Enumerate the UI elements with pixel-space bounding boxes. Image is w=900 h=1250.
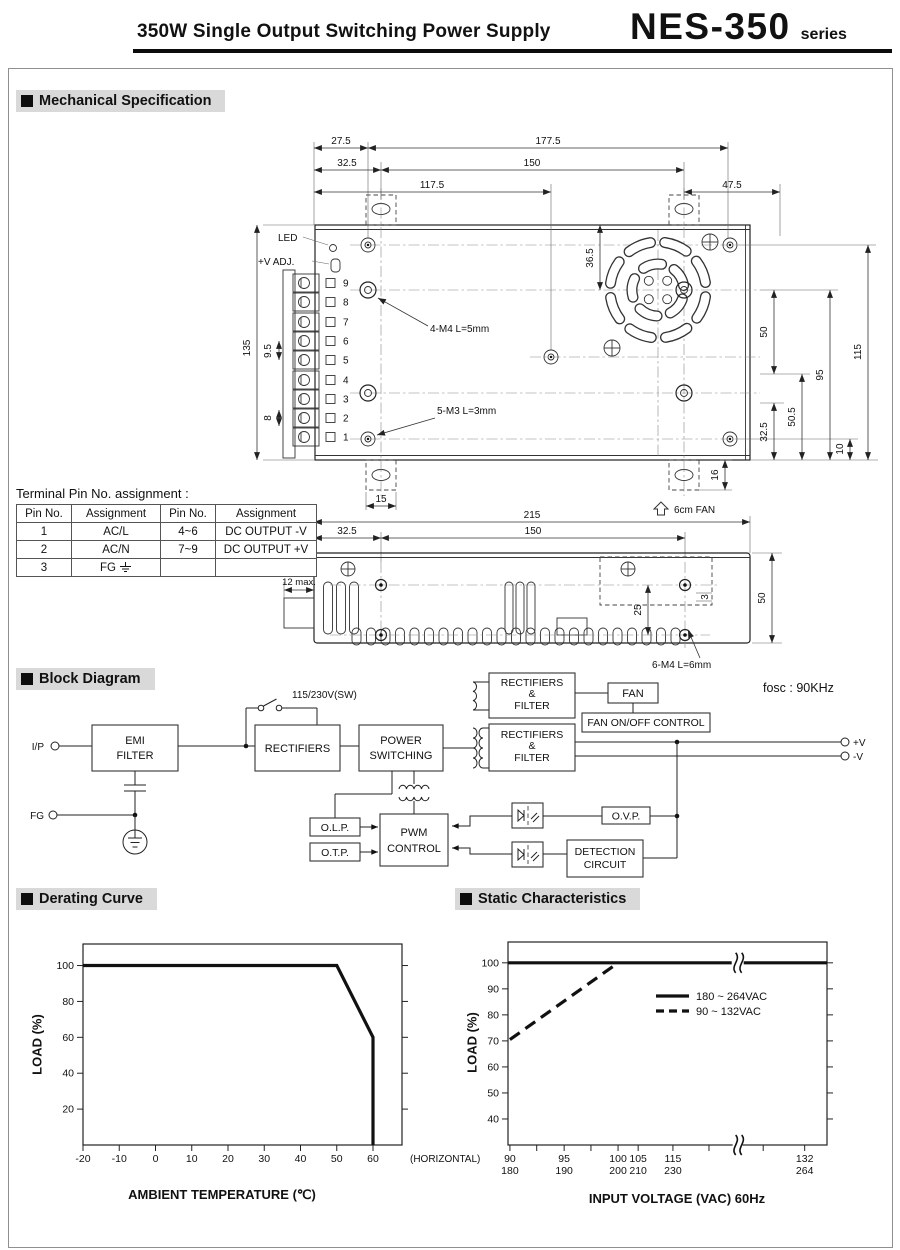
pin-assignment-table xyxy=(16,504,317,577)
dim-36-5: 36.5 xyxy=(585,248,596,268)
x-tick-label: 20 xyxy=(222,1153,234,1165)
side-hole-callout xyxy=(652,630,711,671)
derating-x-axis-title: AMBIENT TEMPERATURE (℃) xyxy=(128,1187,316,1202)
voltage-switch-label: 115/230V(SW) xyxy=(292,690,357,701)
dim-25: 25 xyxy=(633,604,644,616)
fan-direction-label xyxy=(654,502,715,516)
pwm-label-line1: PWM xyxy=(400,827,428,839)
rf-label-line2: & xyxy=(528,740,536,752)
side-top-dimensions xyxy=(314,510,750,562)
x-tick-label: 50 xyxy=(330,1153,343,1165)
led-indicator-icon xyxy=(330,245,337,252)
cell-pin: 3 xyxy=(17,559,72,577)
y-tick-label: 90 xyxy=(487,983,499,996)
led-label: LED xyxy=(278,233,298,244)
section-title: Static Characteristics xyxy=(478,891,627,907)
terminal-pin-number: 8 xyxy=(343,297,349,309)
dim-150-side: 150 xyxy=(524,526,542,537)
terminal-block xyxy=(283,270,349,458)
section-title: Derating Curve xyxy=(39,891,143,907)
static-x-axis-title: INPUT VOLTAGE (VAC) 60Hz xyxy=(588,1191,766,1206)
table-row xyxy=(17,559,317,577)
section-derating-curve xyxy=(16,888,157,910)
right-dimensions xyxy=(699,245,878,490)
y-tick-label: 80 xyxy=(62,995,74,1008)
terminal-pin-number: 5 xyxy=(343,355,349,367)
terminal-pin-rows xyxy=(293,274,349,446)
cell-pin: 7~9 xyxy=(161,541,216,559)
fan-offset-dimension xyxy=(585,225,600,290)
pin-table-title: Terminal Pin No. assignment : xyxy=(16,486,189,501)
y-tick-label: 80 xyxy=(487,1009,499,1022)
table-row xyxy=(17,541,317,559)
detection-label-line2: CIRCUIT xyxy=(583,859,627,871)
x-tick-label-row1: 90 xyxy=(504,1153,516,1165)
switch-contact-icon xyxy=(276,705,282,711)
terminal-pin xyxy=(293,274,349,292)
plot-border xyxy=(508,942,827,1145)
power-switching-block xyxy=(359,725,473,771)
rf-label-line1: RECTIFIERS xyxy=(500,677,564,689)
up-arrow-icon xyxy=(654,502,668,515)
feedback-transformer-icon xyxy=(399,785,429,789)
col-header-pin-no-2: Pin No. xyxy=(161,505,216,523)
legend-label: 180 ~ 264VAC xyxy=(696,991,768,1003)
power-label-line2: SWITCHING xyxy=(369,750,433,762)
dim-50-side: 50 xyxy=(757,592,768,604)
dim-32-5: 32.5 xyxy=(337,158,357,169)
dim-50-5: 50.5 xyxy=(787,407,798,427)
fg-label: FG xyxy=(100,561,116,574)
derating-y-axis-title: LOAD (%) xyxy=(29,1014,45,1075)
section-bullet-icon xyxy=(21,95,33,107)
olp-label: O.L.P. xyxy=(320,822,350,834)
dim-8: 8 xyxy=(263,415,274,421)
rf-label-line3: FILTER xyxy=(514,752,550,764)
hole-callouts xyxy=(377,298,496,435)
cell-pin: 1 xyxy=(17,523,72,541)
emi-label-line2: FILTER xyxy=(116,750,154,762)
x-tick-label-row2: 230 xyxy=(664,1165,682,1177)
x-tick-label: -20 xyxy=(75,1153,91,1165)
cell-assignment: DC OUTPUT -V xyxy=(216,523,317,541)
dim-177-5: 177.5 xyxy=(535,136,561,147)
center-lines xyxy=(350,188,760,496)
output-rectifier-block xyxy=(489,724,575,771)
x-tick-label-row2: 180 xyxy=(501,1165,519,1177)
dim-10: 10 xyxy=(835,443,846,455)
m4-side-callout-label: 6-M4 L=6mm xyxy=(652,660,712,671)
rectifiers-label: RECTIFIERS xyxy=(264,743,331,755)
rf-label-line2: & xyxy=(528,688,536,700)
emi-filter-block xyxy=(92,725,178,771)
x-tick-label-row2: 264 xyxy=(795,1165,814,1177)
earth-ground-icon xyxy=(119,562,132,573)
rf-label-line3: FILTER xyxy=(514,700,550,712)
optocoupler-1 xyxy=(512,803,543,828)
side-vent-slots xyxy=(324,582,536,634)
cell-assignment xyxy=(72,559,161,577)
x-tick-label: 10 xyxy=(185,1153,198,1165)
rf-label-line1: RECTIFIERS xyxy=(500,729,564,741)
fan-rectifier-block xyxy=(489,673,575,718)
cell-assignment xyxy=(216,559,317,577)
terminal-pin xyxy=(293,293,349,311)
static-characteristics-chart xyxy=(460,922,890,1237)
fan-onoff-control-label: FAN ON/OFF CONTROL xyxy=(587,717,705,729)
dim-9-5: 9.5 xyxy=(263,344,274,358)
ip-terminal-label: I/P xyxy=(31,742,44,753)
dim-27-5: 27.5 xyxy=(331,136,351,147)
y-tick-label: 60 xyxy=(62,1031,74,1044)
x-tick-label-row1: 95 xyxy=(558,1153,570,1165)
terminal-pin xyxy=(293,409,349,427)
header-rule xyxy=(133,49,892,53)
terminal-pin-number: 3 xyxy=(343,394,349,406)
x-tick-label-row2: 210 xyxy=(629,1165,647,1177)
case-outline xyxy=(315,225,750,460)
series-suffix: series xyxy=(800,26,847,43)
x-tick-label-row2: 200 xyxy=(609,1165,627,1177)
block-diagram xyxy=(10,666,890,886)
plot-border xyxy=(83,944,402,1145)
section-bullet-icon xyxy=(460,893,472,905)
y-tick-label: 20 xyxy=(62,1103,74,1116)
fan-label: FAN xyxy=(622,688,644,700)
y-tick-label: 70 xyxy=(487,1035,499,1048)
static-y-axis-title: LOAD (%) xyxy=(464,1012,480,1073)
detection-label-line1: DETECTION xyxy=(574,846,636,858)
dim-32-5-right: 32.5 xyxy=(759,422,770,442)
x-tick-label: 30 xyxy=(258,1153,271,1165)
section-bullet-icon xyxy=(21,893,33,905)
series-title xyxy=(630,6,847,48)
main-transformer-icon xyxy=(473,682,489,768)
voltage-adjust-pot-icon xyxy=(331,259,340,272)
x-axis-suffix: (HORIZONTAL) xyxy=(410,1154,481,1165)
dim-12max: 12 max. xyxy=(282,577,316,588)
terminal-pin xyxy=(293,313,349,331)
emi-label-line1: EMI xyxy=(125,735,145,747)
rectifiers-block xyxy=(255,725,359,771)
dim-3: 3 xyxy=(700,594,711,600)
dim-95: 95 xyxy=(815,369,826,381)
x-tick-label: 0 xyxy=(152,1153,159,1165)
dim-50: 50 xyxy=(759,326,770,338)
m4-callout-label: 4-M4 L=5mm xyxy=(430,324,490,335)
led-and-vadj xyxy=(258,233,340,272)
page-title: 350W Single Output Switching Power Supply xyxy=(137,21,551,42)
terminal-pin-number: 7 xyxy=(343,317,349,329)
fg-terminal-label: FG xyxy=(30,811,44,822)
terminal-pin-number: 6 xyxy=(343,336,349,348)
fosc-label: fosc : 90KHz xyxy=(763,681,834,695)
terminal-pin xyxy=(293,332,349,350)
ovp-block xyxy=(602,807,677,824)
x-tick-label-row1: 105 xyxy=(629,1153,647,1165)
y-tick-label: 40 xyxy=(62,1067,74,1080)
terminal-pin xyxy=(293,371,349,389)
section-title: Mechanical Specification xyxy=(39,93,212,109)
dim-135: 135 xyxy=(242,339,253,357)
pwm-control-block xyxy=(380,771,448,866)
terminal-pin-number: 2 xyxy=(343,413,349,425)
y-tick-label: 60 xyxy=(487,1061,499,1074)
dim-16: 16 xyxy=(710,469,721,481)
terminal-pin-table xyxy=(16,486,317,577)
col-header-assignment: Assignment xyxy=(72,505,161,523)
model-name: NES-350 xyxy=(630,6,791,47)
x-tick-label: -10 xyxy=(111,1153,127,1165)
legend-label: 90 ~ 132VAC xyxy=(696,1006,761,1018)
terminal-pin-number: 9 xyxy=(343,278,349,290)
cell-pin xyxy=(161,559,216,577)
terminal-pin-number: 1 xyxy=(343,432,349,444)
dim-117-5: 117.5 xyxy=(419,180,445,191)
vminus-terminal-label: -V xyxy=(853,752,863,763)
dim-32-5-side: 32.5 xyxy=(337,526,357,537)
cell-assignment: AC/N xyxy=(72,541,161,559)
y-tick-label: 50 xyxy=(487,1087,499,1100)
optocoupler-2 xyxy=(512,842,543,867)
section-static-characteristics xyxy=(455,888,640,910)
table-header-row xyxy=(17,505,317,523)
m3-callout-label: 5-M3 L=3mm xyxy=(437,406,497,417)
terminal-pin xyxy=(293,428,349,446)
vadj-label: +V ADJ. xyxy=(258,257,295,268)
mechanical-top-view-drawing xyxy=(200,118,880,510)
cell-pin: 4~6 xyxy=(161,523,216,541)
input-connector xyxy=(282,577,316,628)
terminal-pin xyxy=(293,351,349,369)
dim-47-5: 47.5 xyxy=(722,180,742,191)
side-right-dimensions xyxy=(633,553,782,643)
detection-circuit-block xyxy=(567,840,643,877)
x-tick-label-row1: 100 xyxy=(609,1153,627,1165)
vplus-terminal-label: +V xyxy=(853,738,866,749)
col-header-assignment-2: Assignment xyxy=(216,505,317,523)
section-mechanical-specification xyxy=(16,90,225,112)
x-tick-label-row1: 132 xyxy=(795,1153,814,1165)
dim-215: 215 xyxy=(523,510,541,521)
terminal-pin xyxy=(293,390,349,408)
x-tick-label: 60 xyxy=(367,1153,379,1165)
x-tick-label-row2: 190 xyxy=(555,1165,573,1177)
dim-15: 15 xyxy=(375,494,387,505)
ovp-label: O.V.P. xyxy=(611,810,641,823)
switch-contact-icon xyxy=(258,705,264,711)
fan-control-blocks xyxy=(575,683,710,732)
y-tick-label: 40 xyxy=(487,1113,499,1126)
cell-assignment: AC/L xyxy=(72,523,161,541)
dim-115: 115 xyxy=(853,344,864,360)
y-tick-label: 100 xyxy=(481,957,499,970)
dim-150: 150 xyxy=(523,158,541,169)
fg-capacitor-and-earth xyxy=(123,771,147,854)
table-row xyxy=(17,523,317,541)
otp-label: O.T.P. xyxy=(321,847,349,859)
col-header-pin-no: Pin No. xyxy=(17,505,72,523)
side-screws-and-fan xyxy=(341,557,712,635)
x-tick-label-row1: 115 xyxy=(664,1153,682,1165)
cell-assignment: DC OUTPUT +V xyxy=(216,541,317,559)
pwm-label-line2: CONTROL xyxy=(387,843,441,855)
section-title: Block Diagram xyxy=(39,671,141,687)
y-tick-label: 100 xyxy=(56,960,74,973)
terminal-pin-number: 4 xyxy=(343,375,349,387)
x-tick-label: 40 xyxy=(294,1153,307,1165)
cell-pin: 2 xyxy=(17,541,72,559)
fan-size-label: 6cm FAN xyxy=(674,505,716,516)
power-label-line1: POWER xyxy=(380,735,422,747)
